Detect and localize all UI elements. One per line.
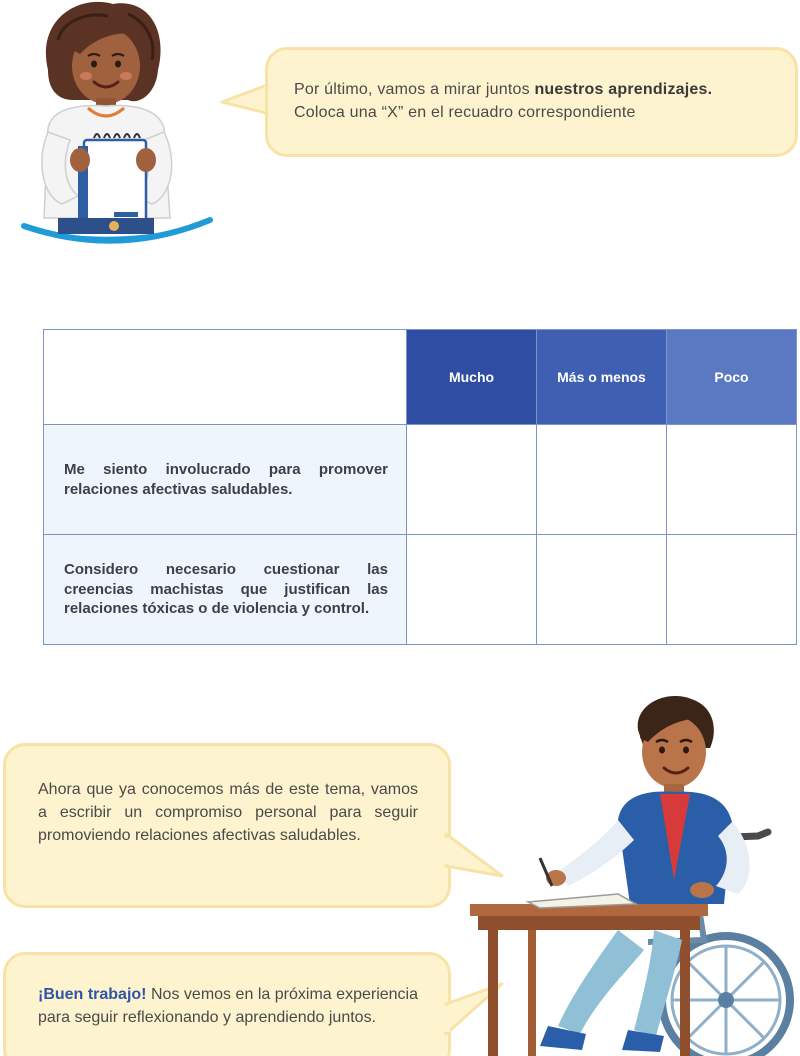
intro-text-line2: Coloca una “X” en el recuadro correspondiente [294,104,636,122]
closing-speech-bubble [3,952,451,1056]
answer-cell-poco[interactable] [667,535,797,645]
closing-text-bold: ¡Buen trabajo! [38,986,147,1003]
girl-with-notebook-illustration [18,0,218,255]
answer-cell-poco[interactable] [667,425,797,535]
commitment-speech-bubble [3,743,451,908]
header-mucho: Mucho [407,330,537,425]
header-empty-cell [44,330,407,425]
answer-cell-mucho[interactable] [407,535,537,645]
intro-text-bold: nuestros aprendizajes. [534,81,713,98]
statement-cell: Me siento involucrado para promover relaciones afectivas saludables. [44,425,407,535]
header-mas-o-menos: Más o menos [537,330,667,425]
answer-cell-mucho[interactable] [407,425,537,535]
table-row [44,535,797,645]
closing-text-rest: Nos vemos en la próxima experiencia para seguir reflexionando y aprendiendo juntos. [38,986,419,1027]
self-assessment-table [43,329,797,645]
commitment-text: Ahora que ya conocemos más de este tema, vamos a escribir un compromiso personal para seguir promoviendo relaciones afectivas saludables. [38,781,418,845]
table-row [44,425,797,535]
intro-speech-bubble [265,47,798,157]
answer-cell-mas-o-menos[interactable] [537,425,667,535]
table-header-row [44,330,797,425]
intro-text-plain: Por último, vamos a mirar juntos [294,81,535,98]
answer-cell-mas-o-menos[interactable] [537,535,667,645]
header-poco: Poco [667,330,797,425]
statement-cell: Considero necesario cuestionar las creencias machistas que justifican las relaciones tóxicas o de violencia y control. [44,535,407,645]
boy-in-wheelchair-illustration [468,690,798,1056]
